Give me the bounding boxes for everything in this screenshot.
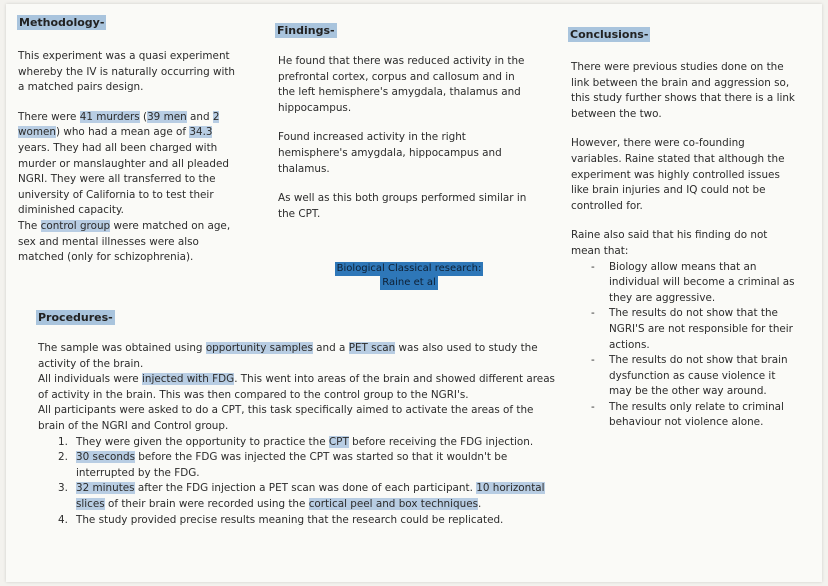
list-item: 1. They were given the opportunity to practice the CPT before receiving the FDG injection.	[58, 435, 534, 448]
procedures-section	[38, 341, 556, 528]
methodology-heading: Methodology-	[19, 16, 105, 29]
conclusions-heading: Conclusions-	[570, 28, 649, 41]
findings-para-2: Found increased activity in the right hemisphere's amygdala, hippocampus and thalamus.	[278, 131, 502, 175]
conclusions-para-3: Raine also said that his finding do not mean that:	[571, 229, 768, 257]
list-item: 3. 32 minutes after the FDG injection a PET scan was done of each participant. 10 horizontal slices of their brain were recorded using the cortical peel and box techniques.	[58, 482, 545, 510]
notes-page	[6, 4, 822, 582]
banner-line-1: Biological Classical research:	[336, 263, 482, 274]
list-item: - Biology allow means that an individual will become a criminal as they are aggressive.	[591, 260, 795, 304]
procedures-para-2: All individuals were injected with FDG. This went into areas of the brain and showed different areas of activity in the brain. This was then compared to the control group to the NGRI's.	[38, 373, 555, 401]
procedures-para-3: All participants were asked to do a CPT, this task specifically aimed to activate the areas of the brain of the NGRI and Control group.	[38, 404, 534, 432]
list-item: 4. The study provided precise results meaning that the research could be replicated.	[58, 513, 504, 526]
list-item: 2. 30 seconds before the FDG was injected the CPT was started so that it wouldn't be interrupted by the FDG.	[58, 451, 508, 479]
banner-line-2: Raine et al	[382, 277, 436, 288]
findings-section	[278, 54, 530, 222]
conclusions-bullet-list	[591, 260, 795, 432]
findings-para-1: He found that there was reduced activity in the prefrontal cortex, corpus and callosum and in the left hemisphere's amygdala, thalamus and hippocampus.	[278, 55, 525, 114]
procedures-heading: Procedures-	[38, 311, 113, 324]
list-item: - The results only relate to criminal behaviour not violence alone.	[591, 400, 784, 429]
title-banner	[328, 262, 490, 290]
procedures-para-1: The sample was obtained using opportunity samples and a PET scan was also used to study the activity of the brain.	[38, 342, 538, 370]
conclusions-para-1: There were previous studies done on the link between the brain and aggression so, this study further shows that there is a link between the two.	[571, 61, 795, 120]
methodology-para-2: There were 41 murders (39 men and 2 women) who had a mean age of 34.3 years. They had all been charged with murder or manslaughter and all pleaded NGRI. They were all transferred to the university of California to to test their diminished capacity.	[18, 110, 229, 217]
conclusions-para-2: However, there were co-founding variables. Raine stated that although the experiment was highly controlled issues like brain injuries and IQ could not be controlled for.	[571, 137, 785, 212]
procedures-numbered-list	[58, 435, 556, 529]
findings-heading: Findings-	[277, 24, 335, 37]
methodology-para-1: This experiment was a quasi experiment whereby the IV is naturally occurring with a matched pairs design.	[18, 50, 236, 94]
list-item: - The results do not show that brain dysfunction as cause violence it may be the other way around.	[591, 354, 788, 398]
conclusions-section	[571, 60, 795, 431]
list-item: - The results do not show that the NGRI'S are not responsible for their actions.	[591, 307, 793, 351]
findings-para-3: As well as this both groups performed similar in the CPT.	[278, 192, 527, 220]
methodology-para-3: The control group were matched on age, sex and mental illnesses were also matched (only for schizophrenia).	[18, 219, 231, 264]
methodology-section	[18, 49, 240, 266]
